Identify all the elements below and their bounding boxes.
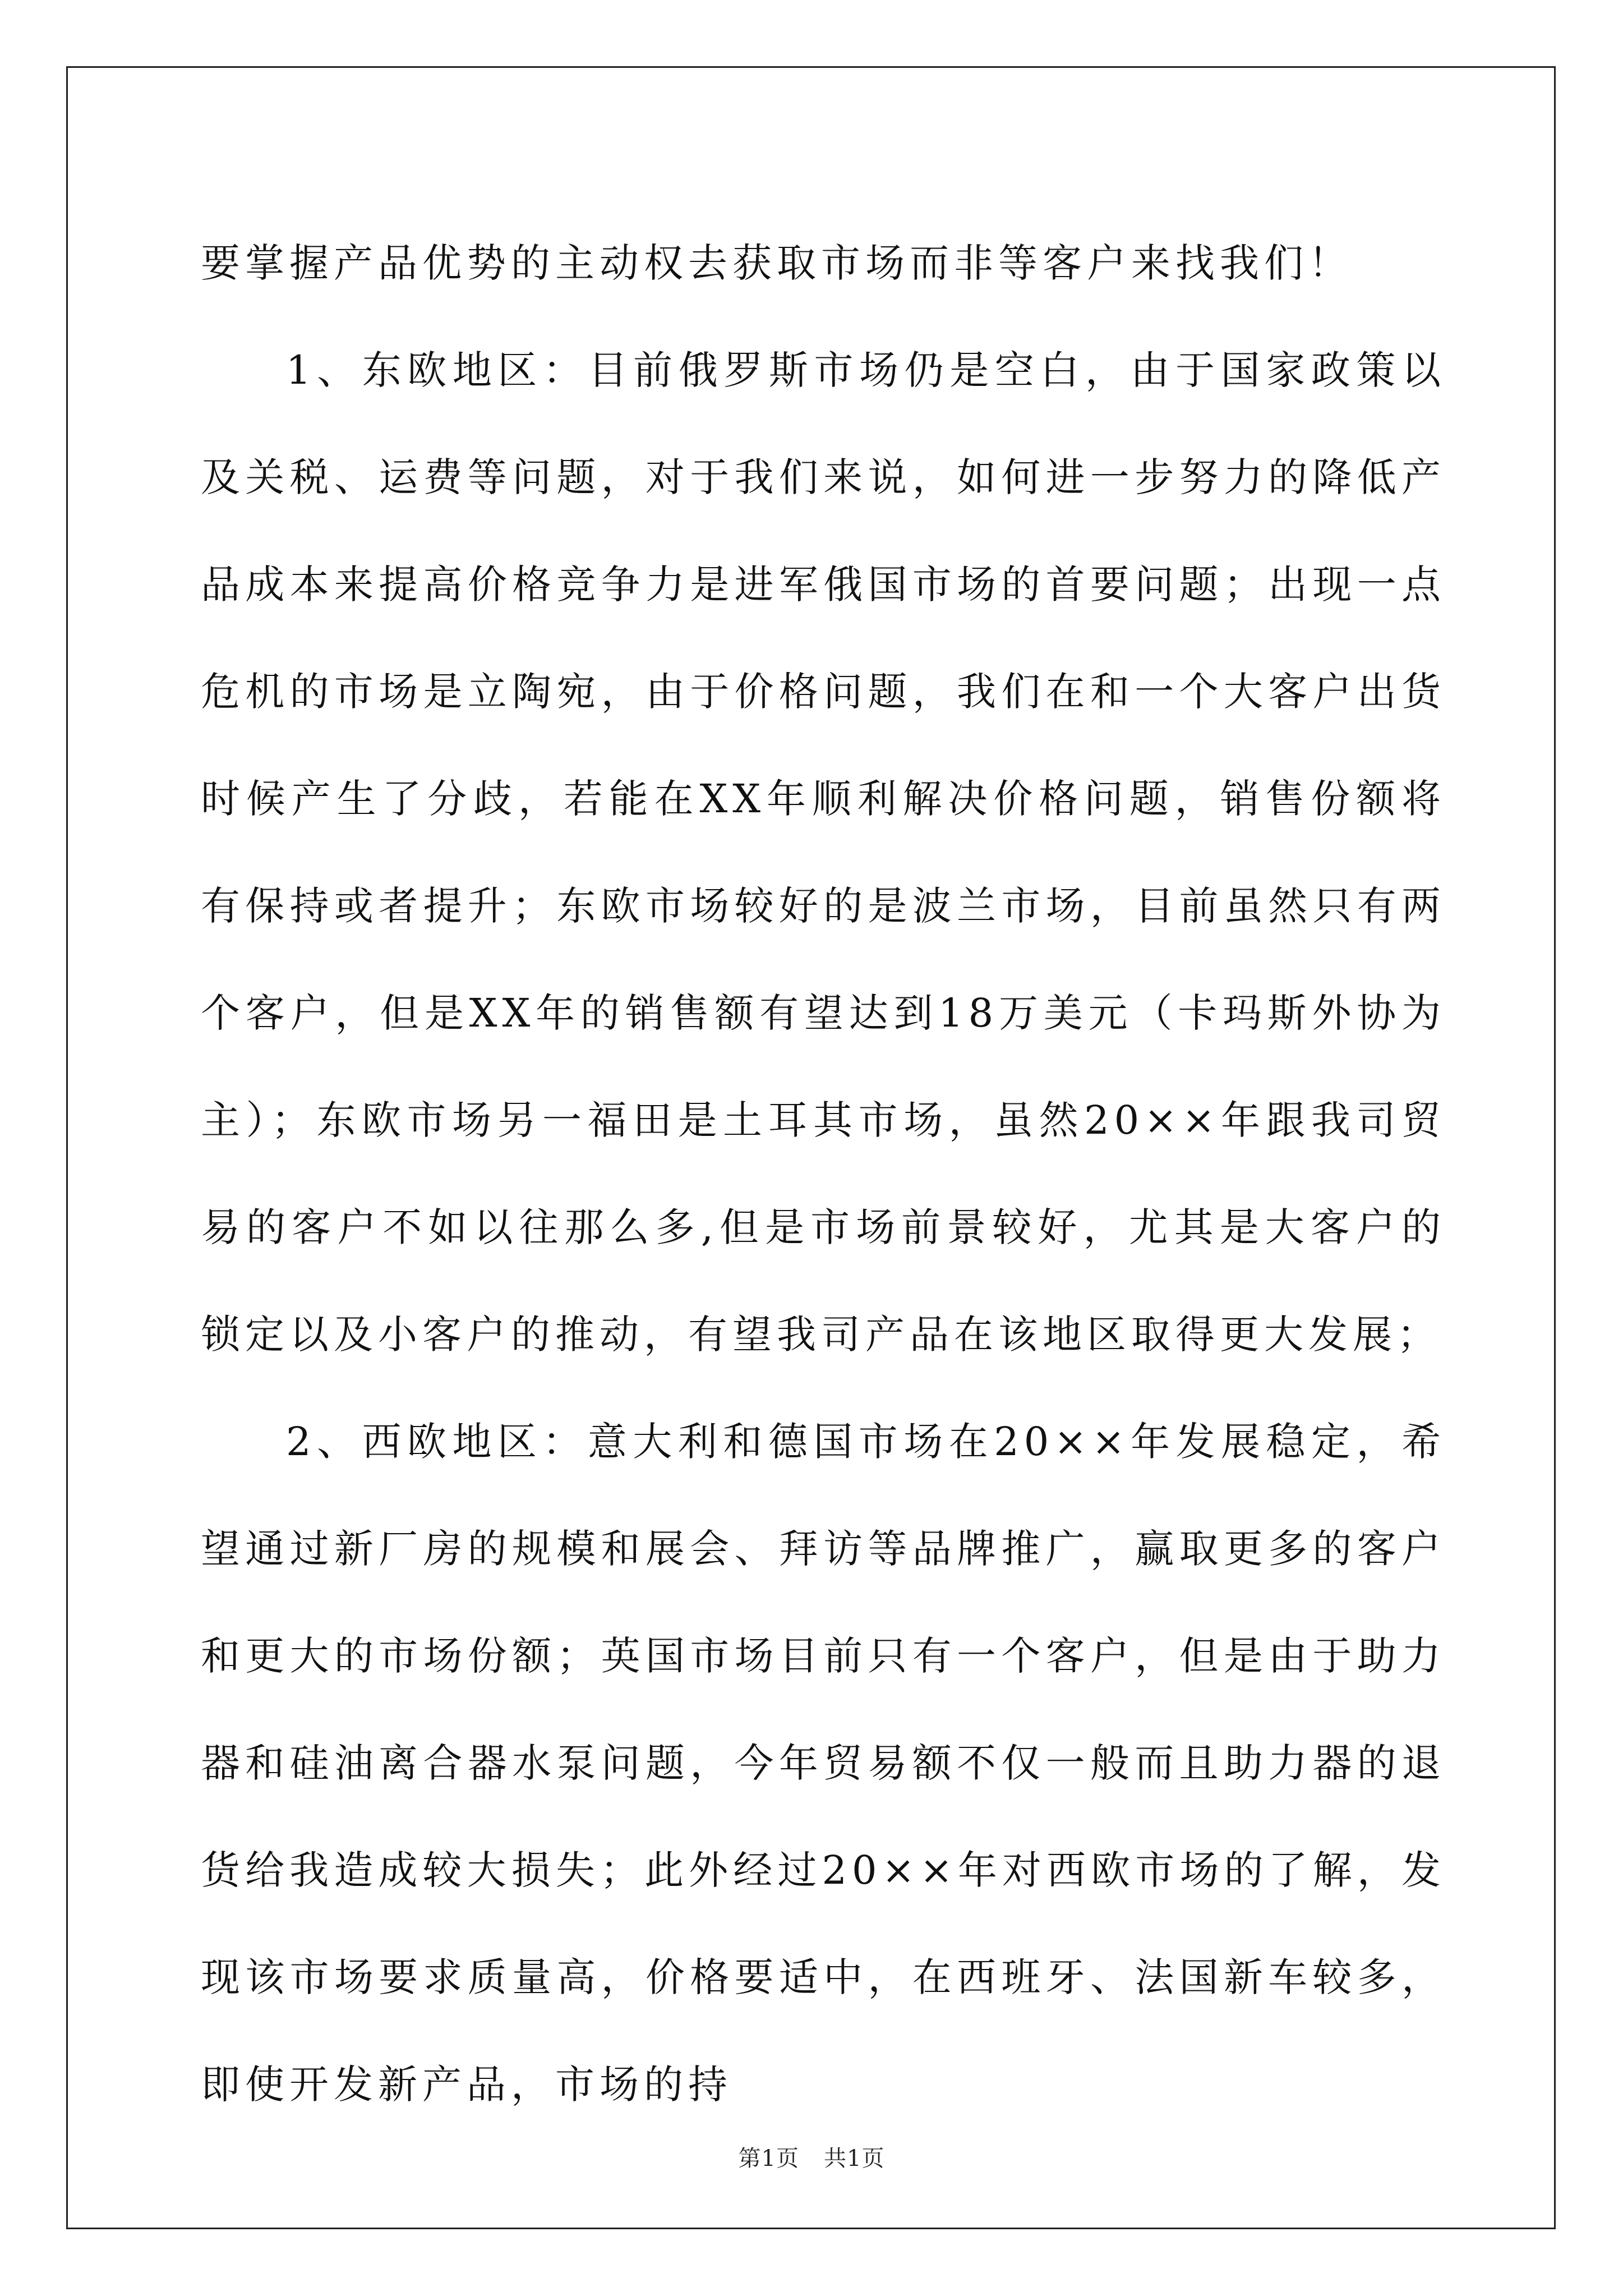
document-body <box>201 210 1446 2138</box>
paragraph: 要掌握产品优势的主动权去获取市场而非等客户来找我们！ <box>201 240 1353 286</box>
page-number: 第1页 <box>738 2146 799 2171</box>
paragraph: 2、西欧地区：意大利和德国市场在20××年发展稳定，希望通过新厂房的规模和展会、拜访等品牌推广，赢取更多的客户和更大的市场份额；英国市场目前只有一个客户，但是由于助力器和硅油离合器水泵问题，今年贸易额不仅一般而且助力器的退货给我造成较大损失；此外经过20××年对西欧市场的了解，发现该市场要求质量高，价格要适中，在西班牙、法国新车较多，即使开发新产品，市场的持 <box>201 1419 1446 2108</box>
page-footer <box>0 2141 1623 2173</box>
paragraph: 1、东欧地区：目前俄罗斯市场仍是空白，由于国家政策以及关税、运费等问题，对于我们来说，如何进一步努力的降低产品成本来提高价格竞争力是进军俄国市场的首要问题；出现一点危机的市场是立陶宛，由于价格问题，我们在和一个大客户出货时候产生了分歧，若能在XX年顺利解决价格问题，销售份额将有保持或者提升；东欧市场较好的是波兰市场，目前虽然只有两个客户，但是XX年的销售额有望达到18万美元（卡玛斯外协为主）；东欧市场另一福田是土耳其市场，虽然20××年跟我司贸易的客户不如以往那么多,但是市场前景较好，尤其是大客户的锁定以及小客户的推动，有望我司产品在该地区取得更大发展； <box>201 347 1446 1358</box>
page-total: 共1页 <box>824 2146 885 2171</box>
